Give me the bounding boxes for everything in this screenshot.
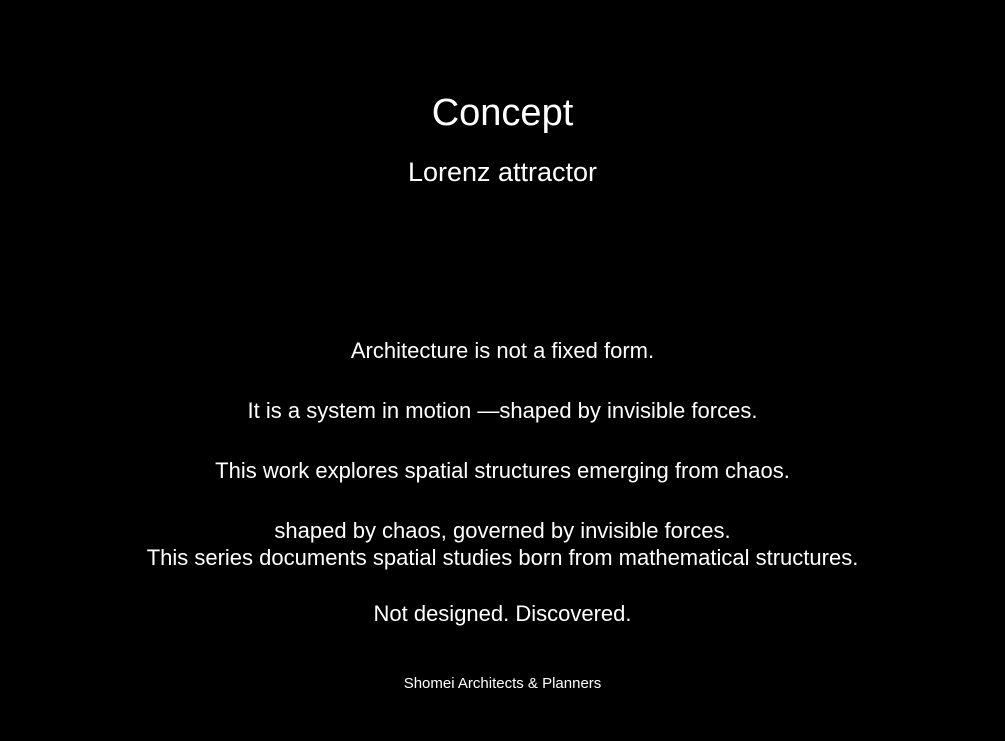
statement-line: It is a system in motion —shaped by invisible forces. [247,398,758,423]
statement-closing-line: Not designed. Discovered. [373,601,632,626]
statement-line: This work explores spatial structures emerging from chaos. [215,458,790,483]
statement-line: Architecture is not a fixed form. [350,338,655,363]
credit-text: Shomei Architects & Planners [403,675,602,692]
statement-line: This series documents spatial studies born from mathematical structures. [146,545,859,570]
page-subtitle: Lorenz attractor [407,157,598,187]
statement-line: shaped by chaos, governed by invisible forces. [274,518,731,543]
page-title: Concept [431,92,574,134]
